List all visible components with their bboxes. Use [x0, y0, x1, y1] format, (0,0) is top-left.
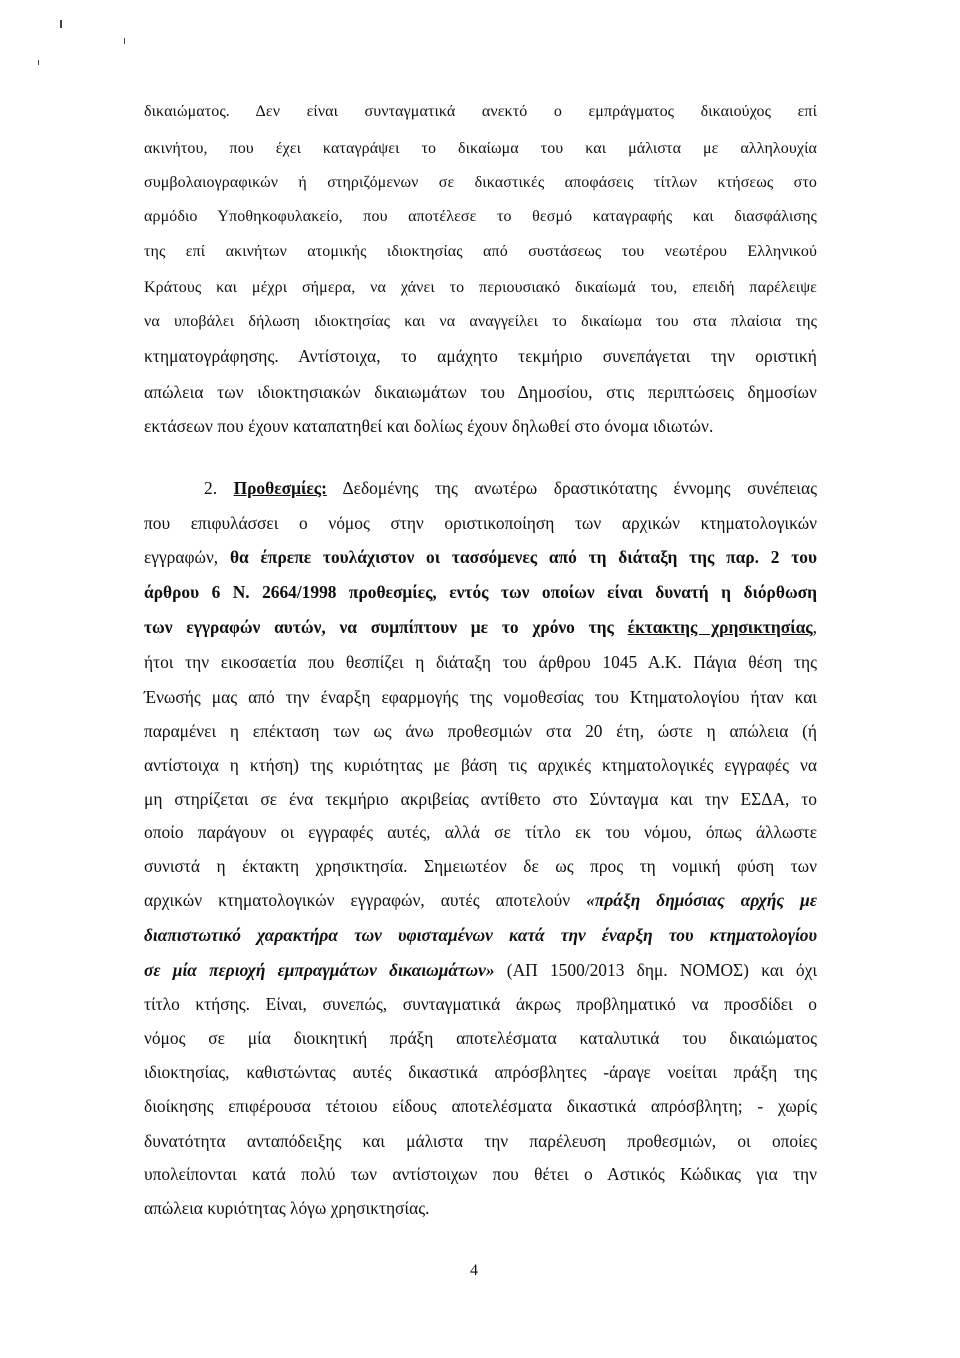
scan-mark	[38, 60, 39, 65]
text-line: δυνατότητα ανταπόδειξης και μάλιστα την παρέλευση προθεσμιών, οι οποίες	[144, 1131, 817, 1151]
text-line: της επί ακινήτων ατομικής ιδιοκτησίας από συστάσεως του νεωτέρου Ελληνικού	[144, 243, 817, 260]
bold-line: άρθρου 6 Ν. 2664/1998 προθεσμίες, εντός των οποίων είναι δυνατή η διόρθωση	[144, 582, 817, 602]
text-line: ακινήτου, που έχει καταγράψει το δικαίωμα του και μάλιστα με αλληλουχία	[144, 140, 817, 157]
text-line	[144, 890, 817, 911]
page-number: 4	[470, 1262, 478, 1279]
text-span: (ΑΠ 1500/2013 δημ. ΝΟΜΟΣ) και όχι	[494, 960, 817, 980]
text-line	[144, 547, 817, 568]
text-line: αρμόδιο Υποθηκοφυλακείο, που αποτέλεσε το θεσμό καταγραφής και διασφάλισης	[144, 208, 817, 225]
text-line: μη στηρίζεται σε ένα τεκμήριο ακριβείας αντίθετο στο Σύνταγμα και την ΕΣΔΑ, το	[144, 789, 817, 809]
text-span: αρχικών κτηματολογικών εγγραφών, αυτές αποτελούν	[144, 890, 587, 910]
text-line: νόμος σε μία διοικητική πράξη αποτελέσματα καταλυτικά του δικαιώματος	[144, 1028, 817, 1048]
text-span: ,	[812, 617, 817, 637]
text-line: Κράτους και μέχρι σήμερα, να χάνει το περιουσιακό δικαίωμά του, επειδή παρέλειψε	[144, 279, 817, 296]
text-line: ήτοι την εικοσαετία που θεσπίζει η διάταξη του άρθρου 1045 Α.Κ. Πάγια θέση της	[144, 652, 817, 672]
text-line: υπολείπονται κατά πολύ των αντίστοιχων που θέτει ο Αστικός Κώδικας για την	[144, 1164, 817, 1184]
section-title: Προθεσμίες:	[233, 478, 327, 498]
text-line: παραμένει η επέκταση των ως άνω προθεσμιών στα 20 έτη, ώστε η απώλεια (ή	[144, 721, 817, 741]
text-line: συμβολαιογραφικών ή στηριζόμενων σε δικαστικές αποφάσεις τίτλων κτήσεως στο	[144, 174, 817, 191]
text-line: δικαιώματος. Δεν είναι συνταγματικά ανεκτό ο εμπράγματος δικαιούχος επί	[144, 103, 817, 120]
text-line: συνιστά η έκτακτη χρησικτησία. Σημειωτέον δε ως προς τη νομική φύση των	[144, 856, 817, 876]
text-line: ιδιοκτησίας, καθιστώντας αυτές δικαστικά απρόσβλητες -άραγε νοείται πράξη της	[144, 1062, 817, 1082]
text-line: απώλεια κυριότητας λόγω χρησικτησίας.	[144, 1198, 430, 1218]
bold-span: των εγγραφών αυτών, να συμπίπτουν με το χρόνο της	[144, 617, 628, 637]
bold-italic-line: διαπιστωτικό χαρακτήρα των υφισταμένων κατά την έναρξη του κτηματολογίου	[144, 925, 817, 945]
bold-italic-span: «πράξη δημόσιας αρχής με	[586, 890, 817, 910]
text-span: εγγραφών,	[144, 547, 230, 567]
text-span: Δεδομένης της ανωτέρω δραστικότατης έννομης συνέπειας	[326, 478, 817, 498]
text-line: τίτλο κτήσης. Είναι, συνεπώς, συνταγματικά άκρως προβληματικό να προσδίδει ο	[144, 994, 817, 1014]
text-line: οποίο παράγουν οι εγγραφές αυτές, αλλά σε τίτλο εκ του νόμου, όπως άλλωστε	[144, 822, 817, 842]
scan-mark	[124, 38, 125, 44]
text-line: να υποβάλει δήλωση ιδιοκτησίας και να αναγγείλει το δικαίωμα του στα πλαίσια της	[144, 313, 817, 330]
text-line	[144, 960, 817, 981]
text-line	[144, 617, 817, 638]
text-line: διοίκησης επιφέρουσα τέτοιου είδους αποτελέσματα δικαστικά απρόσβλητη; - χωρίς	[144, 1096, 817, 1116]
bold-italic-span: σε μία περιοχή εμπραγμάτων δικαιωμάτων»	[144, 960, 495, 980]
text-line: εκτάσεων που έχουν καταπατηθεί και δολίως έχουν δηλωθεί στο όνομα ιδιωτών.	[144, 416, 714, 436]
text-line: κτηματογράφησης. Αντίστοιχα, το αμάχητο τεκμήριο συνεπάγεται την οριστική	[144, 346, 817, 366]
text-line: αντίστοιχα η κτήση) της κυριότητας με βάση τις αρχικές κτηματολογικές εγγραφές να	[144, 755, 817, 775]
bold-span: θα έπρεπε τουλάχιστον οι τασσόμενες από τη διάταξη της παρ. 2 του	[229, 547, 817, 567]
section-number: 2.	[204, 478, 218, 498]
text-line: που επιφυλάσσει ο νόμος στην οριστικοποίηση των αρχικών κτηματολογικών	[144, 513, 817, 533]
text-line: Ένωσής μας από την έναρξη εφαρμογής της νομοθεσίας του Κτηματολογίου ήταν και	[144, 687, 817, 707]
underlined-bold-span: έκτακτης χρησικτησίας	[627, 617, 813, 637]
text-line: απώλεια των ιδιοκτησιακών δικαιωμάτων του Δημοσίου, στις περιπτώσεις δημοσίων	[144, 382, 817, 402]
scan-mark	[60, 20, 62, 28]
section-heading-line	[204, 478, 817, 499]
